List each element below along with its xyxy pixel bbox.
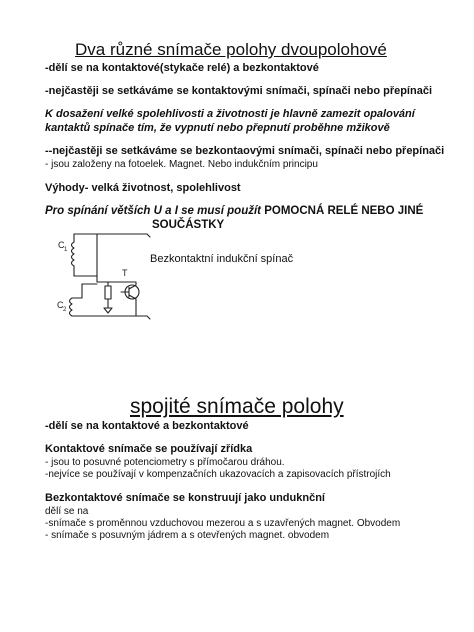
- section1-rule-emphasis-2: SOUČÁSTKY: [152, 219, 225, 231]
- section2-contactless-item3: - snímače s posuvným jádrem a s otevřených magnet. obvodem: [45, 530, 330, 541]
- section1-note-line1: K dosažení velké spolehlivosti a životnosti je hlavně zamezit opalování: [45, 108, 415, 120]
- section1-rule-emphasis-1: POMOCNÁ RELÉ NEBO JINÉ: [264, 205, 424, 217]
- label-c1-sub: 1: [64, 247, 68, 253]
- section1-line3: --nejčastěji se setkáváme se bezkontaovými snímači, spínači nebo přepínači: [45, 145, 445, 157]
- section1-note-line2: kantaktů spínače tím, že vypnutí nebo přepnutí proběhne mžikově: [45, 122, 390, 134]
- section1-line2: -nejčastěji se setkáváme se kontaktovými snímači, spínači nebo přepínači: [45, 85, 433, 97]
- circuit-wire: [72, 284, 97, 298]
- circuit-terminal-top: [147, 234, 150, 237]
- label-c1: C: [58, 240, 65, 250]
- section2-contact-heading: Kontaktové snímače se používají zřídka: [45, 443, 253, 455]
- coil-c1-symbol: [72, 242, 75, 266]
- section1-rule-part1: Pro spínání větších U a I se musí použít: [45, 205, 261, 217]
- section2-contactless-heading: Bezkontaktové snímače se konstruují jako unduknční: [45, 492, 325, 504]
- section2-contactless-item1: dělí se na: [45, 506, 89, 517]
- section1-rule: [45, 205, 423, 217]
- section1-advantages: Výhody- velká životnost, spolehlivost: [45, 182, 241, 194]
- section2-line1: -dělí se na kontaktové a bezkontaktové: [45, 420, 249, 432]
- section2-contact-item2: -nejvíce se používají v kompenzačních ukazovacích a zapisovacích přístrojích: [45, 469, 391, 480]
- circuit-wire: [74, 266, 97, 276]
- section1-line1: -dělí se na kontaktové(stykače relé) a bezkontaktové: [45, 62, 319, 74]
- circuit-terminal-bottom: [147, 316, 150, 319]
- circuit-diagram: [52, 228, 162, 320]
- circuit-caption: Bezkontaktní indukční spínač: [150, 253, 294, 265]
- section2-title: spojité snímače polohy: [130, 395, 344, 418]
- resistor-symbol: [105, 286, 111, 299]
- section2-contactless-item2: -snímače s proměnnou vzduchovou mezerou a s uzavřených magnet. Obvodem: [45, 518, 401, 529]
- label-t: T: [122, 268, 128, 278]
- section1-line3-sub: - jsou založeny na fotoelek. Magnet. Nebo indukčním principu: [45, 159, 318, 170]
- label-c2-sub: 2: [63, 307, 67, 313]
- diode-symbol: [104, 308, 112, 313]
- section1-title: Dva různé snímače polohy dvoupolohové: [75, 40, 387, 59]
- label-c2: C: [57, 300, 64, 310]
- coil-c2-symbol: [70, 298, 73, 316]
- section2-contact-item1: - jsou to posuvné potenciometry s přímočarou dráhou.: [45, 457, 285, 468]
